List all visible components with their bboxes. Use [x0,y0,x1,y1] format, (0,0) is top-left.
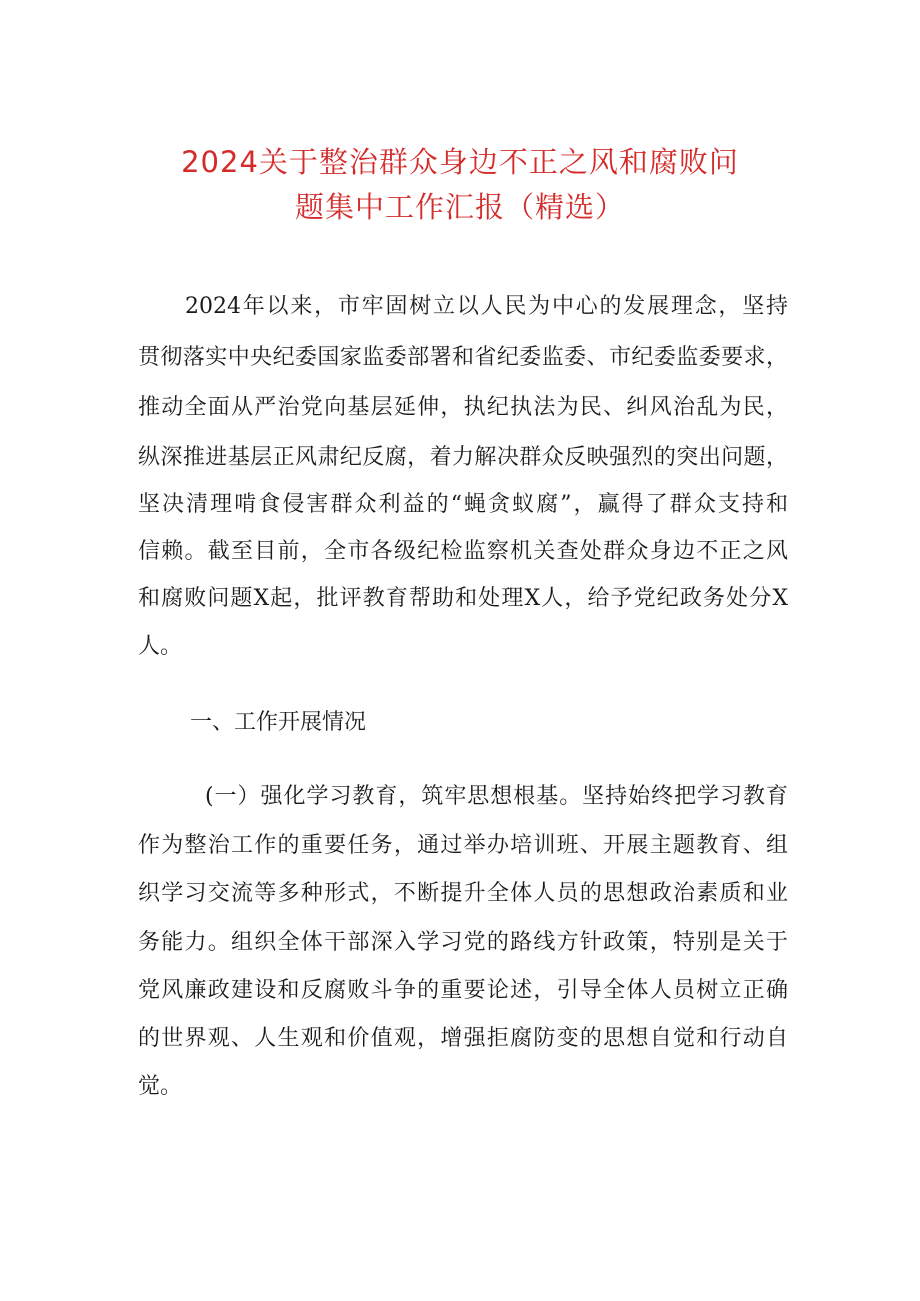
intro-paragraph-line: 2024年以来，市牢固树立以人民为中心的发展理念，坚持 [185,294,788,319]
subsection-paragraph-line: (一）强化学习教育，筑牢思想根基。坚持始终把学习教育 [205,784,788,809]
subsection-paragraph-line: 作为整治工作的重要任务，通过举办培训班、开展主题教育、组 [138,833,788,858]
subsection-paragraph-line: 觉。 [138,1074,183,1099]
intro-paragraph-line: 纵深推进基层正风肃纪反腐，着力解决群众反映强烈的突出问题， [138,445,788,470]
intro-paragraph-line: 和腐败问题X起，批评教育帮助和处理X人，给予党纪政务处分X [138,586,788,611]
intro-paragraph-line: 贯彻落实中央纪委国家监委部署和省纪委监委、市纪委监委要求， [138,345,788,370]
section-heading: 一、工作开展情况 [190,710,367,735]
intro-paragraph-line: 推动全面从严治党向基层延伸，执纪执法为民、纠风治乱为民， [138,395,788,420]
document-title-line-2: 题集中工作汇报（精选） [294,190,625,224]
intro-paragraph-line: 坚决清理啃食侵害群众利益的“蝇贪蚁腐”，赢得了群众支持和 [138,492,788,517]
subsection-paragraph-line: 的世界观、人生观和价值观，增强拒腐防变的思想自觉和行动自 [138,1026,788,1051]
intro-paragraph-line: 人。 [138,634,183,659]
subsection-paragraph-line: 织学习交流等多种形式，不断提升全体人员的思想政治素质和业 [138,881,788,906]
subsection-paragraph-line: 党风廉政建设和反腐败斗争的重要论述，引导全体人员树立正确 [138,978,788,1003]
intro-paragraph-line: 信赖。截至目前，全市各级纪检监察机关查处群众身边不正之风 [138,539,788,564]
subsection-paragraph-line: 务能力。组织全体干部深入学习党的路线方针政策，特别是关于 [138,930,788,955]
document-title-line-1: 2024关于整治群众身边不正之风和腐败问 [181,145,739,179]
